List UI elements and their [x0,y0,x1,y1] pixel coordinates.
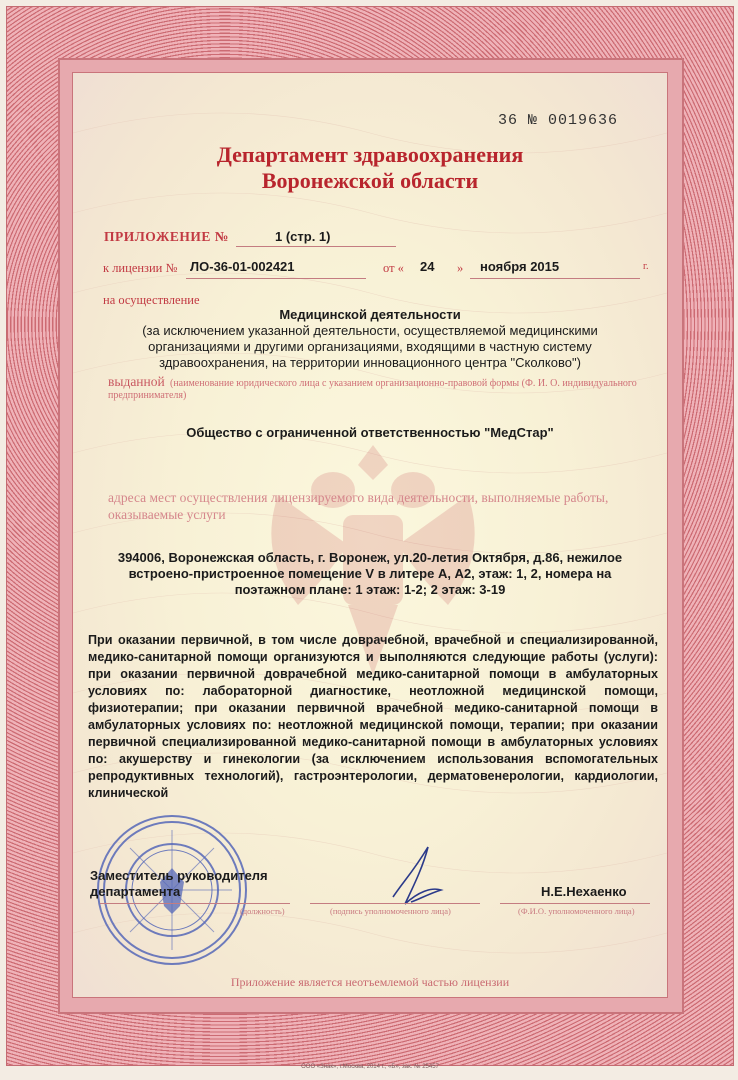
position-caption: (должность) [240,906,285,916]
form-serial-number: 36 № 0019636 [497,112,618,129]
signature-caption: (подпись уполномоченного лица) [330,906,451,916]
license-day-close-quote: » [457,261,464,275]
issuing-authority-title [100,142,640,194]
signatory-position-line-2: департамента [90,884,181,899]
signatory-name: Н.Е.Нехаенко [541,884,627,899]
license-day: 24 [420,259,435,274]
signature-line [310,903,480,904]
activity-title: Медицинской деятельности [279,307,461,322]
activity-label: на осуществление [103,293,200,307]
license-number-line [186,278,366,279]
services-list-text: При оказании первичной, в том числе доврачебной, врачебной и специализированной, медико-санитарной помощи организуются и выполняются следующие работы (услуги): при оказании первичной доврачебной медико-санитарной помощи в амбулаторных условиях по: лабораторной диагностике, неотложной медицинской помощи, физиотерапии; при оказании первичной врачебной медико-санитарной помощи в амбулаторных условиях по: неотложной медицинской помощи, терапии; при оказании первичной специализированной медико-санитарной помощи в амбулаторных условиях по: акушерству и гинекологии (за исключением использования вспомогательных репродуктивных технологий), гастроэнтерологии, дерматовенерологии, кардиологии, клинической [88,633,658,800]
signatory-position [90,868,268,900]
issued-to-hint: (наименование юридического лица с указанием организационно-правовой формы (Ф. И. О. индивидуального предпринимателя) [108,378,637,401]
addresses-label: адреса мест осуществления лицензируемого вида деятельности, выполняемые работы, оказываемые услуги [108,490,609,522]
license-number-label: к лицензии № [103,261,178,275]
signatory-position-line-1: Заместитель руководителя [90,868,268,883]
authority-line-2: Воронежской области [261,168,479,193]
issued-to-label: выданной [108,374,165,389]
license-date-from-label: от « [383,261,404,275]
license-year-suffix: г. [643,261,649,272]
license-number: ЛО-36-01-002421 [190,259,295,274]
handwritten-signature [383,842,453,912]
activity-description: (за исключением указанной деятельности, осуществляемой медицинскими организациями и другими организациями, входящими в частную систему здравоохранения, на территории инновационного центра "Сколково") [142,323,598,370]
name-line [500,903,650,904]
license-month-year: ноября 2015 [480,259,560,274]
license-date-line [470,278,640,279]
appendix-number: 1 (стр. 1) [275,229,331,244]
appendix-label: ПРИЛОЖЕНИЕ № [104,229,229,244]
appendix-number-line [236,246,396,247]
appendix-footer-note: Приложение является неотъемлемой частью лицензии [230,975,510,989]
authority-line-1: Департамент здравоохранения [216,142,524,167]
activity-address: 394006, Воронежская область, г. Воронеж, ул.20-летия Октября, д.86, нежилое встроено-пристроенное помещение V в литере А, А2, этаж: 1, 2, номера на поэтажном плане: 1 этаж: 1-2; 2 этаж: 3-19 [117,550,623,597]
printer-imprint: ООО «Знак», г.Москва, 2014 г., «Б», зак. № 25457 [301,1064,439,1070]
name-caption: (Ф.И.О. уполномоченного лица) [518,906,635,916]
position-line [100,903,290,904]
organization-name: Общество с ограниченной ответственностью "МедСтар" [186,425,554,440]
